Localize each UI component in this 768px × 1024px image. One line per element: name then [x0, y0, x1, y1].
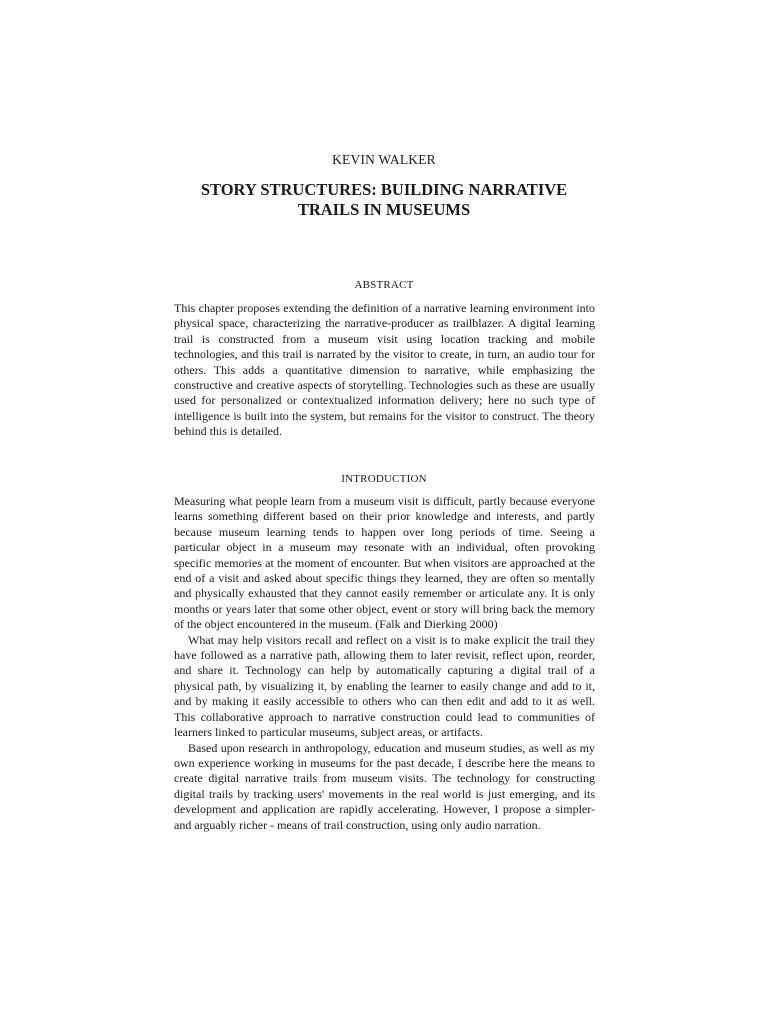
introduction-paragraph-2: What may help visitors recall and reflect on a visit is to make explicit the trail they have followed as a narrative path, allowing them to later revisit, reflect upon, reorder, and share it. Technology can help by automatically capturing a digital trail of a physical path, by visualizing it, by enabling the learner to easily change and add to it, and by making it easily accessible to others who can then edit and add to it as well. This collaborative approach to narrative construction could lead to communities of learners linked to particular museums, subject areas, or artifacts.	[174, 632, 595, 740]
paper-title	[0, 180, 768, 220]
abstract-paragraph: This chapter proposes extending the definition of a narrative learning environment into physical space, characterizing the narrative-producer as trailblazer. A digital learning trail is constructed from a museum visit using location tracking and mobile technologies, and this trail is narrated by the visitor to create, in turn, an audio tour for others. This adds a quantitative dimension to narrative, while emphasizing the constructive and creative aspects of storytelling. Technologies such as these are usually used for personalized or contextualized information delivery; here no such type of intelligence is built into the system, but remains for the visitor to construct. The theory behind this is detailed.	[174, 301, 595, 439]
introduction-paragraph-1: Measuring what people learn from a museum visit is difficult, partly because everyone learns something different based on their prior knowledge and interests, and partly because museum learning tends to happen over long periods of time. Seeing a particular object in a museum may resonate with an individual, often provoking specific memories at the moment of encounter. But when visitors are approached at the end of a visit and asked about specific things they learned, they are often so mentally and physically exhausted that they cannot easily remember or articulate any. It is only months or years later that some other object, event or story will bring back the memory of the object encountered in the museum. (Falk and Dierking 2000)	[174, 494, 595, 632]
abstract-heading: ABSTRACT	[354, 279, 414, 291]
introduction-paragraph-3: Based upon research in anthropology, education and museum studies, as well as my own experience working in museums for the past decade, I describe here the means to create digital narrative trails from museum visits. The technology for constructing digital trails by tracking users' movements in the real world is just emerging, and its development and application are rapidly accelerating. However, I propose a simpler- and arguably richer - means of trail construction, using only audio narration.	[174, 740, 595, 832]
paper-title-line-2: TRAILS IN MUSEUMS	[297, 200, 471, 219]
abstract-body	[174, 301, 595, 440]
paper-title-line-1: STORY STRUCTURES: BUILDING NARRATIVE	[200, 180, 568, 199]
author-name: KEVIN WALKER	[332, 152, 436, 167]
introduction-heading: INTRODUCTION	[341, 473, 427, 485]
introduction-body	[174, 494, 595, 833]
